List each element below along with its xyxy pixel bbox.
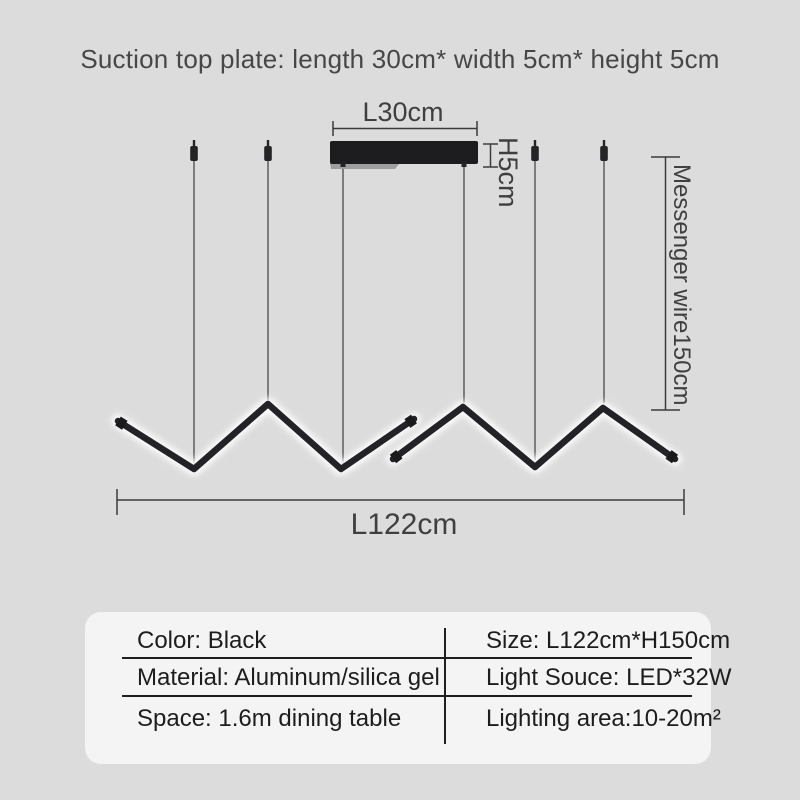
connector-pin [603, 140, 605, 147]
tube-end-cap [669, 454, 676, 459]
tube-end-cap [118, 421, 125, 425]
spec-color: Color: Black [137, 627, 267, 654]
table-vertical-divider [444, 628, 446, 744]
wire-connector [531, 146, 539, 161]
wire-connector [190, 146, 198, 161]
wire-connector [600, 146, 608, 161]
table-row-divider [122, 695, 692, 697]
canopy-wire-nub [341, 162, 346, 167]
connector-pin [534, 140, 536, 147]
table-row-divider [122, 657, 692, 659]
spec-material: Material: Aluminum/silica gel [137, 664, 440, 691]
tube-end-cap [393, 454, 399, 459]
connector-pin [267, 140, 269, 147]
canopy-length-label: L30cm [362, 97, 444, 127]
led-glow-left [118, 404, 414, 469]
page-title: Suction top plate: length 30cm* width 5cm* height 5cm [80, 44, 720, 74]
spec-size: Size: L122cm*H150cm [486, 627, 731, 654]
connector-pin [193, 140, 195, 147]
spec-space: Space: 1.6m dining table [137, 705, 402, 732]
canopy [330, 141, 478, 169]
canopy-wire-nub [462, 162, 467, 167]
spec-light-source: Light Souce: LED*32W [486, 664, 732, 691]
spec-table-panel [85, 612, 732, 764]
messenger-wire-label: Messenger wire150cm [668, 164, 695, 406]
spec-lighting-area: Lighting area:10-20m² [486, 705, 721, 732]
fixture-length-label: L122cm [350, 508, 458, 541]
tube-end-cap [407, 419, 414, 424]
wire-connector [264, 146, 272, 161]
canopy-height-label: H5cm [493, 137, 523, 208]
led-glow-right [393, 407, 675, 467]
canopy-plate [330, 141, 478, 164]
